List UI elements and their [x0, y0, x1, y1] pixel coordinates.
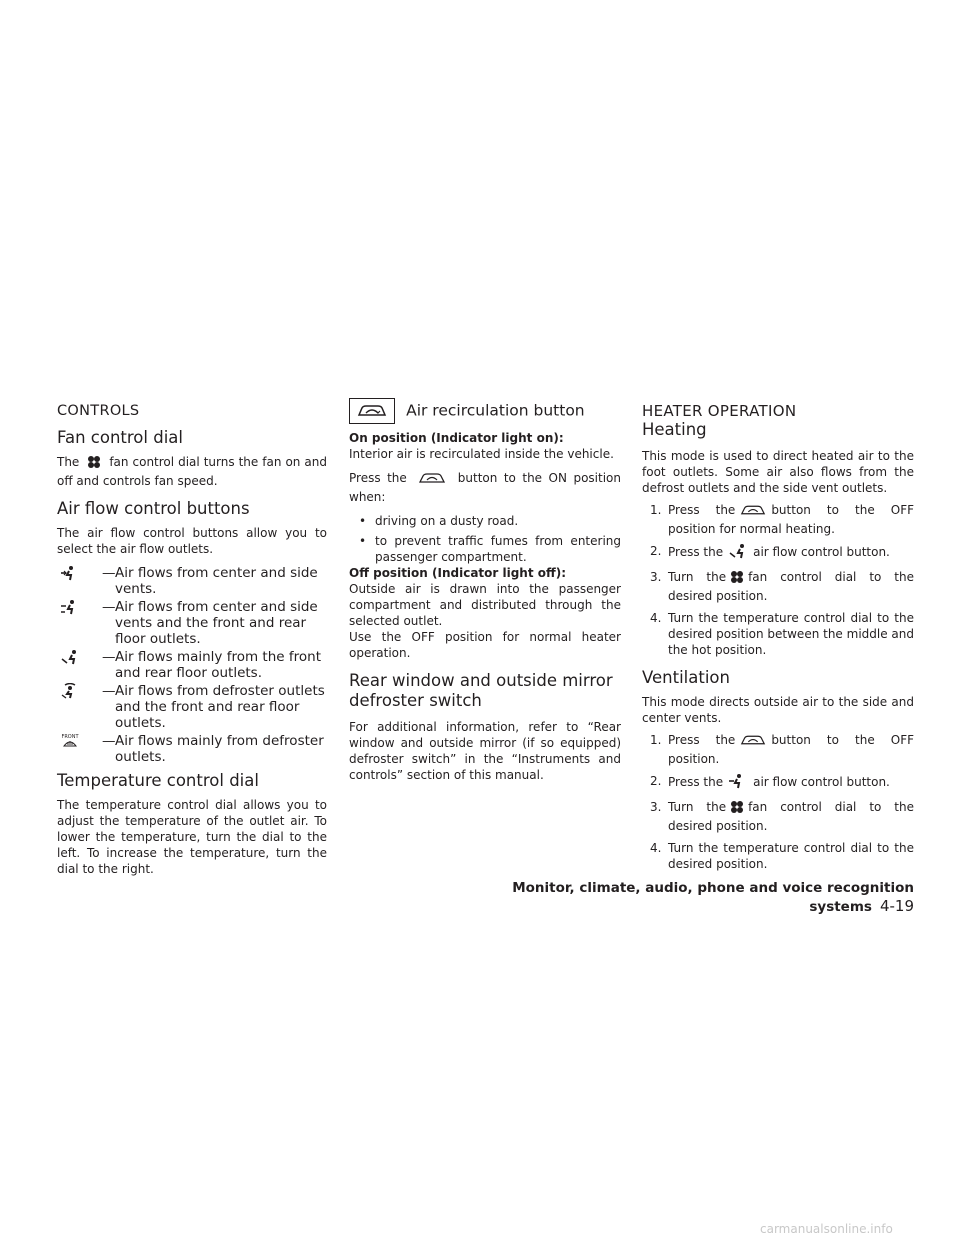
recirc-icon	[739, 733, 767, 751]
vent-step	[642, 840, 914, 872]
step-post: fan control dial to the desired position.	[668, 800, 914, 833]
rear-defroster-text: For additional information, refer to “Rear window and outside mirror (if so equipped) defroster switch” in the “Instruments and controls” section of this manual.	[349, 720, 621, 782]
bullet-item	[349, 533, 621, 565]
step-pre: Turn the	[668, 800, 727, 814]
step-post: air flow control button.	[753, 545, 890, 559]
recirc-heading: Air recirculation button	[406, 401, 585, 420]
press-post: button to the ON position when:	[349, 471, 621, 504]
vent-icon	[59, 565, 81, 585]
vent-step	[642, 732, 914, 767]
fan-dial-text	[57, 454, 327, 489]
dash: —	[102, 565, 116, 581]
airflow-intro: The air flow control buttons allow you to select the air flow outlets.	[57, 526, 327, 556]
dash: —	[102, 733, 116, 749]
heating-heading: Heating	[642, 420, 707, 439]
column-1	[57, 402, 327, 877]
step-pre: Press the	[668, 545, 724, 559]
page-number: 4-19	[879, 897, 914, 915]
step-pre: Press the	[668, 775, 724, 789]
fan-dial-text-post: fan control dial turns the fan on and off and controls fan speed.	[57, 455, 327, 488]
step-post: air flow control button.	[753, 775, 890, 789]
step-post: fan control dial to the desired position.	[668, 570, 914, 603]
airflow-heading: Air flow control buttons	[57, 499, 250, 518]
airflow-item-foot-defrost	[57, 683, 327, 731]
dash: —	[102, 599, 116, 615]
foot-defrost-icon	[59, 683, 81, 703]
press-pre: Press the	[349, 471, 407, 485]
step-post: button to the OFF position.	[668, 733, 914, 766]
temp-text: The temperature control dial allows you to adjust the temperature of the outlet air. To lower the temperature, turn the dial to the left. To increase the temperature, turn the dial to the right.	[57, 798, 327, 876]
airflow-item-front-defrost	[57, 733, 327, 765]
heating-step	[642, 502, 914, 537]
step-number: 1.	[650, 503, 662, 517]
recirc-icon	[349, 398, 395, 424]
front-defrost-icon	[59, 733, 81, 753]
press-text	[349, 470, 621, 505]
vent-step	[642, 773, 914, 793]
step-number: 3.	[650, 570, 662, 584]
bullet-char: •	[359, 514, 367, 528]
step-number: 1.	[650, 733, 662, 747]
airflow-item-text: Air flows from center and side vents and the front and rear floor outlets.	[115, 599, 318, 647]
page-footer	[434, 877, 914, 915]
bullet-item	[349, 513, 621, 529]
step-pre: Turn the	[668, 570, 727, 584]
fan-icon	[730, 800, 744, 818]
foot-icon	[727, 543, 749, 563]
controls-heading: CONTROLS	[57, 403, 140, 419]
recirc-icon	[739, 503, 767, 521]
step-post: Turn the temperature control dial to the desired position.	[668, 841, 914, 871]
fan-dial-heading: Fan control dial	[57, 428, 183, 447]
heating-step	[642, 610, 914, 658]
recirc-icon	[417, 471, 447, 489]
on-text: Interior air is recirculated inside the vehicle.	[349, 447, 614, 461]
bullet-text: to prevent traffic fumes from entering passenger compartment.	[375, 534, 621, 564]
airflow-item-vent	[57, 565, 327, 597]
off-text: Outside air is drawn into the passenger compartment and distributed through the selected outlet.	[349, 582, 621, 628]
off-text-2: Use the OFF position for normal heater operation.	[349, 630, 621, 660]
dash: —	[102, 649, 116, 665]
vent-step	[642, 799, 914, 834]
airflow-item-text: Air flows mainly from defroster outlets.	[115, 733, 324, 765]
vent-icon	[727, 773, 749, 793]
column-2	[349, 402, 621, 783]
airflow-item-text: Air flows from center and side vents.	[115, 565, 318, 597]
fan-dial-text-pre: The	[57, 455, 80, 469]
rear-defroster-heading: Rear window and outside mirror defroster switch	[349, 671, 613, 710]
temp-heading: Temperature control dial	[57, 771, 259, 790]
heating-text: This mode is used to direct heated air to the foot outlets. Some air also flows from the defrost outlets and the side vent outlets.	[642, 449, 914, 495]
footer-title: Monitor, climate, audio, phone and voice recognition systems	[512, 880, 914, 915]
step-number: 3.	[650, 800, 662, 814]
ventilation-text: This mode directs outside air to the side and center vents.	[642, 695, 914, 725]
heating-step	[642, 569, 914, 604]
fan-icon	[87, 455, 101, 473]
watermark: carmanualsonline.info	[760, 1222, 893, 1236]
airflow-item-text: Air flows from defroster outlets and the front and rear floor outlets.	[115, 683, 325, 731]
bi-level-icon	[59, 599, 81, 619]
on-heading: On position (Indicator light on):	[349, 431, 564, 445]
bullet-text: driving on a dusty road.	[375, 514, 519, 528]
step-number: 2.	[650, 774, 662, 788]
front-label: FRONT	[61, 734, 79, 740]
fan-icon	[730, 570, 744, 588]
airflow-item-bi-level	[57, 599, 327, 647]
step-number: 2.	[650, 544, 662, 558]
step-number: 4.	[650, 841, 662, 855]
step-post: Turn the temperature control dial to the desired position between the middle and the hot position.	[668, 611, 914, 657]
step-number: 4.	[650, 611, 662, 625]
column-3	[642, 402, 914, 872]
bullet-char: •	[359, 534, 367, 548]
off-heading: Off position (Indicator light off):	[349, 566, 567, 580]
dash: —	[102, 683, 116, 699]
ventilation-heading: Ventilation	[642, 668, 730, 687]
recirc-heading-row	[349, 398, 621, 424]
step-post: button to the OFF position for normal heating.	[668, 503, 914, 536]
step-pre: Press the	[668, 733, 736, 747]
foot-icon	[59, 649, 81, 669]
heater-operation-heading: HEATER OPERATION	[642, 402, 797, 420]
airflow-item-foot	[57, 649, 327, 681]
step-pre: Press the	[668, 503, 736, 517]
airflow-item-text: Air flows mainly from the front and rear floor outlets.	[115, 649, 321, 681]
heating-step	[642, 543, 914, 563]
